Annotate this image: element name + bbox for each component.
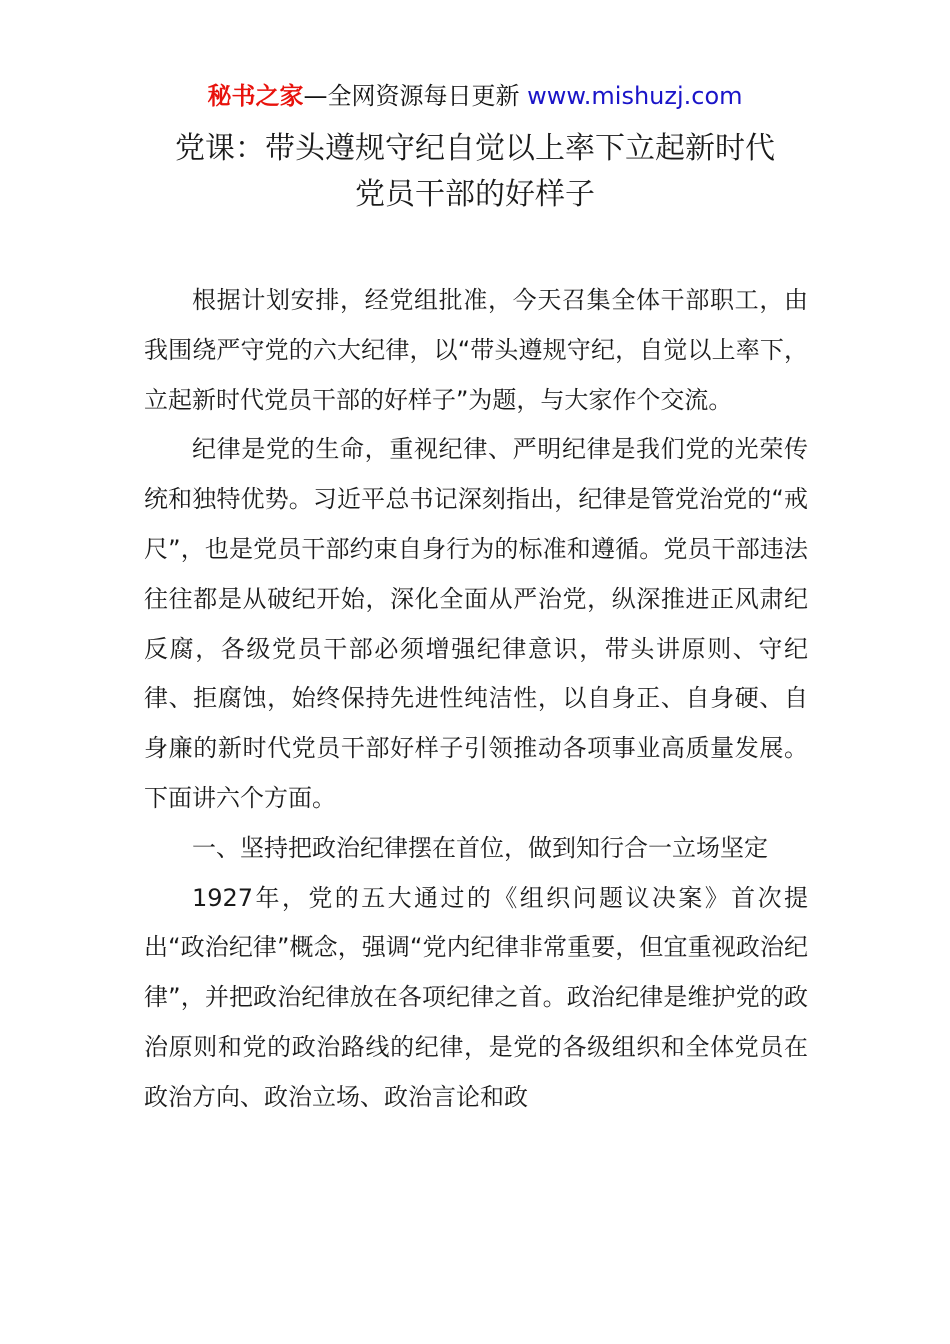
document-body [144,276,808,1123]
brand-name: 秘书之家 [207,82,304,110]
paragraph-intro: 根据计划安排，经党组批准，今天召集全体干部职工，由我围绕严守党的六大纪律，以“带头遵规守纪，自觉以上率下，立起新时代党员干部的好样子”为题，与大家作个交流。 [144,286,808,414]
section-heading-1: 一、坚持把政治纪律摆在首位，做到知行合一立场坚定 [192,833,768,862]
site-banner [0,80,950,112]
paragraph-discipline: 纪律是党的生命，重视纪律、严明纪律是我们党的光荣传统和独特优势。习近平总书记深刻指出，纪律是管党治党的“戒尺”，也是党员干部约束自身行为的标准和遵循。党员干部违法往往都是从破纪开始，深化全面从严治党，纵深推进正风肃纪反腐，各级党员干部必须增强纪律意识，带头讲原则、守纪律、拒腐蚀，始终保持先进性纯洁性，以自身正、自身硬、自身廉的新时代党员干部好样子引领推动各项事业高质量发展。下面讲六个方面。 [144,435,808,812]
document-title [95,126,855,218]
title-line-2: 党员干部的好样子 [355,177,595,212]
title-line-1: 党课：带头遵规守纪自觉以上率下立起新时代 [175,131,775,166]
paragraph-political-discipline: 1927年，党的五大通过的《组织问题议决案》首次提出“政治纪律”概念，强调“党内纪律非常重要，但宜重视政治纪律”，并把政治纪律放在各项纪律之首。政治纪律是维护党的政治原则和党的政治路线的纪律，是党的各级组织和全体党员在政治方向、政治立场、政治言论和政 [144,883,808,1111]
banner-tagline: —全网资源每日更新 [303,82,520,110]
site-url-link[interactable]: www.mishuzj.com [527,82,743,110]
